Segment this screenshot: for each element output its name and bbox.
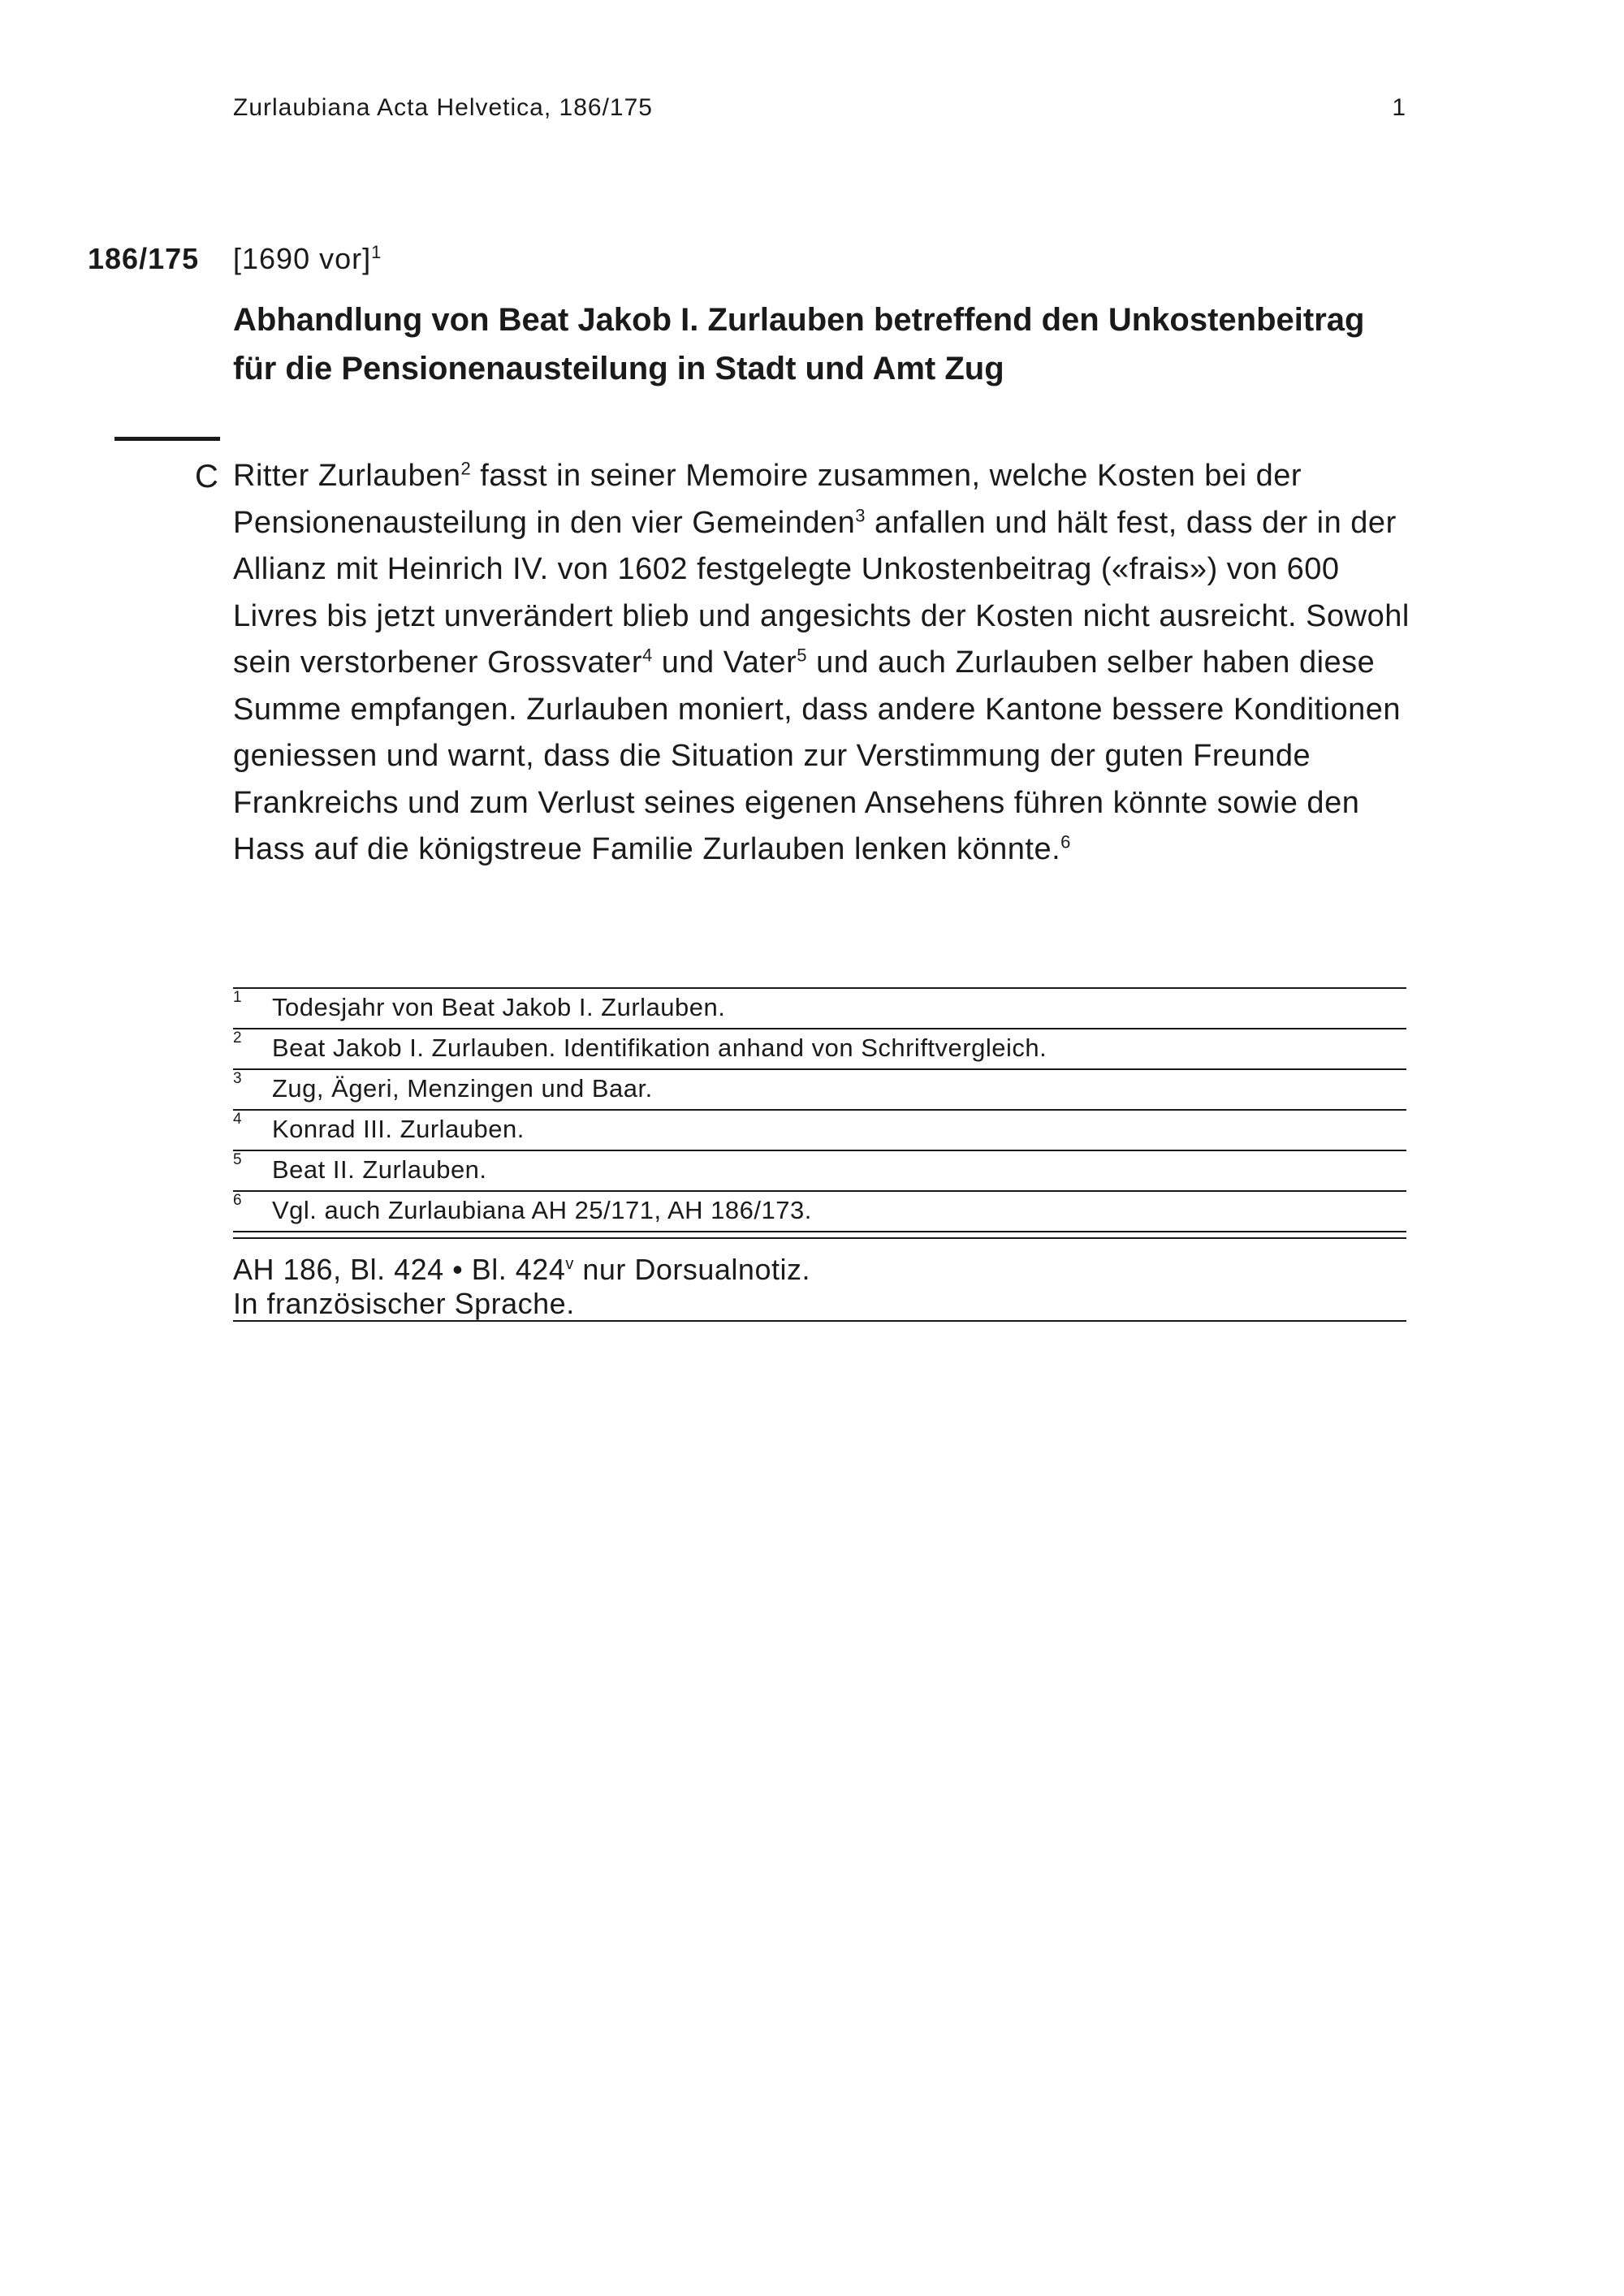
- footnote-text: Konrad III. Zurlauben.: [272, 1115, 525, 1143]
- footnote-ref: 6: [1060, 831, 1071, 852]
- footnote-ref: 2: [460, 458, 472, 479]
- footnotes: [233, 987, 1406, 1232]
- footnote-text: Beat Jakob I. Zurlauben. Identifikation anhand von Schriftvergleich.: [272, 1034, 1047, 1062]
- date-text: [1690 vor]: [233, 242, 372, 275]
- footnote-number: 3: [233, 1070, 243, 1087]
- verso-mark: v: [565, 1255, 574, 1273]
- footnote-text: Zug, Ägeri, Menzingen und Baar.: [272, 1074, 653, 1103]
- summary-segment: anfallen und hält fest, dass der in der Allianz mit Heinrich IV. von 1602 festgelegte Unkostenbeitrag («frais») von 600 Livres bis jetzt unverändert blieb und angesichts der Kosten nicht ausreicht. Sowohl sein verstorbener Grossvater: [233, 505, 1410, 680]
- footnote-number: 1: [233, 989, 243, 1006]
- summary-segment: Ritter Zurlauben: [233, 459, 461, 493]
- footnote: [233, 1070, 1406, 1111]
- source-text: nur Dorsualnotiz.: [573, 1253, 810, 1286]
- summary-segment: fasst in seiner Memoire zusammen, welche Kosten bei der Pensionenausteilung in den vier Gemeinden: [233, 459, 1302, 540]
- footnote: [233, 989, 1406, 1029]
- footnote: [233, 1111, 1406, 1151]
- document-number: 186/175: [88, 242, 200, 275]
- footnote-ref: 4: [641, 645, 653, 666]
- footnote-number: 5: [233, 1151, 243, 1168]
- footnote: [233, 1192, 1406, 1232]
- summary-letter: C: [195, 459, 218, 494]
- footnote-text: Beat II. Zurlauben.: [272, 1155, 487, 1184]
- footnote-number: 4: [233, 1111, 243, 1128]
- document-date: [233, 242, 382, 276]
- source-note: [233, 1237, 1406, 1322]
- summary-segment: und auch Zurlauben selber haben diese Summe empfangen. Zurlauben moniert, dass andere Kantone bessere Konditionen geniessen und warnt, dass die Situation zur Verstimmung der guten Freunde Frankreichs und zum Verlust seines eigenen Ansehens führen könnte sowie den Hass auf die königstreue Familie Zurlauben lenken könnte.: [233, 645, 1402, 866]
- footnote: [233, 1029, 1406, 1070]
- summary-paragraph: [233, 453, 1419, 874]
- footnote-number: 2: [233, 1029, 243, 1047]
- language-line: In französischer Sprache.: [233, 1287, 575, 1320]
- footnote-ref: 5: [797, 645, 808, 666]
- summary-segment: und Vater: [652, 645, 797, 680]
- source-line: [233, 1247, 1406, 1287]
- document-title: Abhandlung von Beat Jakob I. Zurlauben betreffend den Unkostenbeitrag für die Pensionenausteilung in Stadt und Amt Zug: [233, 302, 1365, 386]
- page-number: 1: [1392, 94, 1406, 121]
- footnote-number: 6: [233, 1192, 243, 1209]
- footnote-text: Vgl. auch Zurlaubiana AH 25/171, AH 186/173.: [272, 1196, 812, 1224]
- footnote-text: Todesjahr von Beat Jakob I. Zurlauben.: [272, 993, 726, 1021]
- footnote-ref: 1: [371, 242, 382, 262]
- footnote-ref: 3: [855, 504, 866, 525]
- footnote: [233, 1151, 1406, 1192]
- source-text: AH 186, Bl. 424 • Bl. 424: [233, 1253, 566, 1286]
- running-title: Zurlaubiana Acta Helvetica, 186/175: [233, 94, 653, 121]
- section-marker-rule: [114, 437, 220, 441]
- running-header: [233, 94, 1406, 127]
